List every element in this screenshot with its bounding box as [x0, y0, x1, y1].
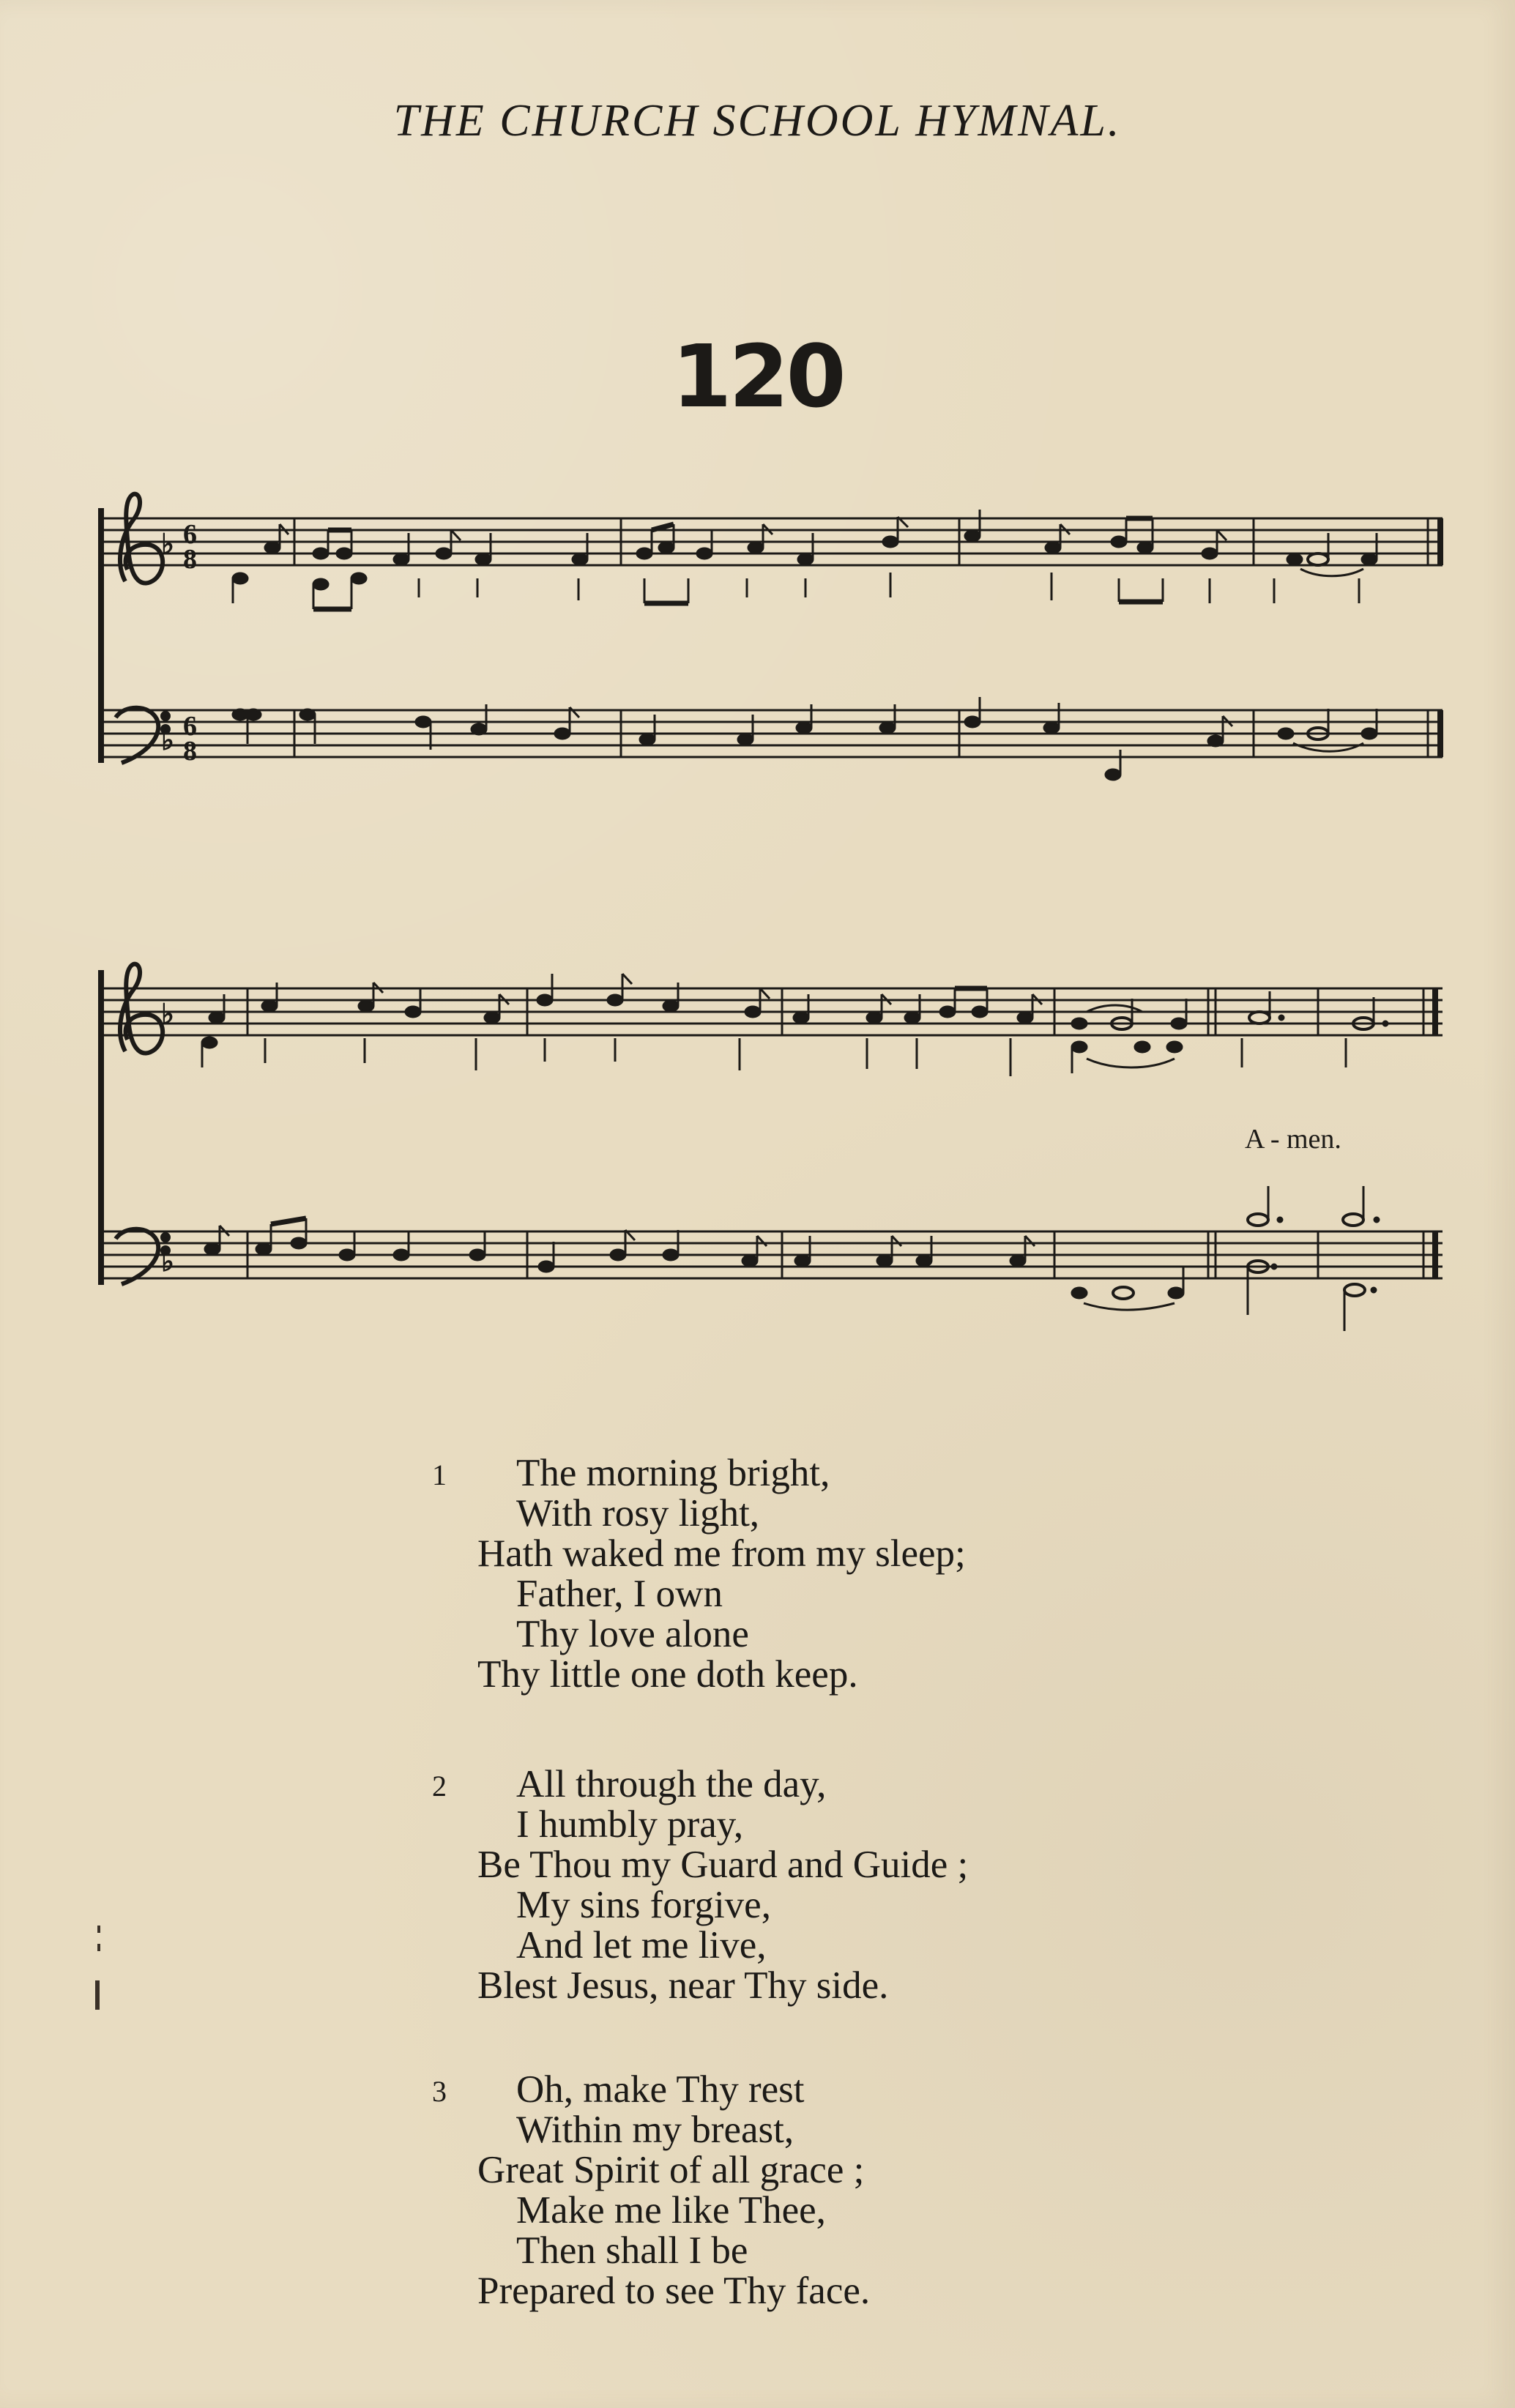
hymn-number: 120	[671, 326, 844, 427]
system-2-treble-notes	[209, 974, 1388, 1029]
verse-number-2: 2	[432, 1770, 447, 1803]
verse-3-line-6: Prepared to see Thy face.	[477, 2270, 871, 2312]
verse-number-1: 1	[432, 1458, 447, 1491]
system-2	[101, 964, 1443, 1331]
system-1	[101, 494, 1443, 780]
verse-1-line-2: With rosy light,	[516, 1492, 760, 1535]
verse-1-line-3: Hath waked me from my sleep;	[477, 1532, 966, 1575]
system-1-time-signature	[183, 519, 197, 767]
verse-2-line-4: My sins forgive,	[516, 1884, 771, 1926]
verse-2-line-1: All through the day,	[516, 1763, 827, 1805]
time-signature-bottom: 8	[183, 544, 197, 575]
verse-1-line-1: The morning bright,	[516, 1452, 830, 1494]
verse-2	[432, 1764, 1091, 2006]
verse-3-line-1: Oh, make Thy rest	[516, 2068, 805, 2111]
verse-3-line-4: Make me like Thee,	[516, 2189, 826, 2232]
flat-icon: ♭	[161, 1247, 174, 1278]
bass-clef-icon	[116, 708, 158, 763]
system-2-treble-staff	[101, 988, 1443, 1035]
margin-mark	[95, 1980, 100, 2010]
bass-clef-icon	[116, 1229, 158, 1284]
flat-icon: ♭	[161, 726, 174, 756]
verse-2-line-3: Be Thou my Guard and Guide ;	[477, 1844, 969, 1886]
time-signature-top-bass: 6	[183, 711, 197, 742]
verse-1-line-6: Thy little one doth keep.	[477, 1653, 858, 1696]
verse-1-line-4: Father, I own	[516, 1573, 723, 1615]
running-title: THE CHURCH SCHOOL HYMNAL.	[393, 96, 1122, 146]
amen-label: A - men.	[1245, 1124, 1341, 1155]
verse-3-line-3: Great Spirit of all grace ;	[477, 2149, 865, 2191]
verse-number-3: 3	[432, 2075, 447, 2108]
flat-icon: ♭	[161, 999, 174, 1030]
margin-mark	[97, 1926, 100, 1933]
verse-1	[432, 1453, 1091, 1695]
verse-2-line-5: And let me live,	[516, 1924, 767, 1967]
system-2-treble-lower-voice	[202, 1037, 1346, 1076]
system-1-treble-staff	[101, 518, 1443, 565]
margin-mark	[97, 1944, 100, 1951]
system-2-bass-notes	[205, 1186, 1379, 1331]
verse-3	[432, 2070, 1091, 2311]
treble-clef-icon	[120, 964, 163, 1054]
verse-2-line-6: Blest Jesus, near Thy side.	[477, 1964, 889, 2007]
system-1-treble-lower-voice	[233, 573, 1359, 609]
flat-icon: ♭	[161, 529, 174, 560]
verse-1-line-5: Thy love alone	[516, 1613, 749, 1655]
verse-2-line-2: I humbly pray,	[516, 1803, 744, 1846]
time-signature-top: 6	[183, 519, 197, 550]
verse-3-line-2: Within my breast,	[516, 2109, 794, 2151]
time-signature-bottom-bass: 8	[183, 736, 197, 767]
treble-clef-icon	[120, 494, 163, 584]
verse-3-line-5: Then shall I be	[516, 2229, 748, 2272]
